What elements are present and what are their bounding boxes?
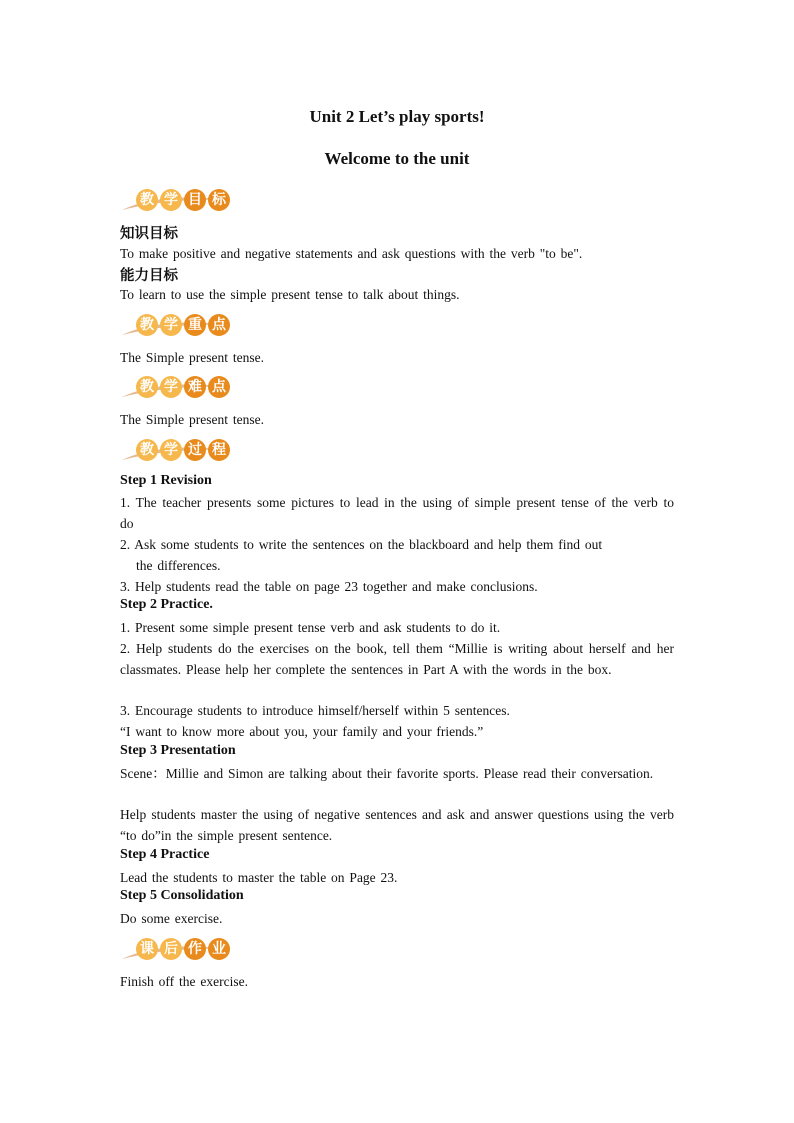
ability-heading: 能力目标 (120, 268, 178, 284)
step1-line: 1. The teacher presents some pictures to lead in the using of simple present tense of the verb to do (120, 495, 674, 531)
step3-line: Help students master the using of negative sentences and ask and answer questions using the verb “to do”in the simple present sentence. (120, 807, 674, 843)
step2-line: 1. Present some simple present tense verb and ask students to do it. (120, 620, 501, 635)
step1-line: 2. Ask some students to write the sentences on the blackboard and help them find out (120, 537, 603, 552)
step2-line: “I want to know more about you, your family and your friends.” (120, 724, 484, 739)
badge-char: 目 (184, 189, 206, 211)
badge-char: 点 (208, 314, 230, 336)
badge-char: 教 (136, 376, 158, 398)
step3-title: Step 3 Presentation (120, 743, 236, 758)
page-title: Unit 2 Let’s play sports! (309, 107, 485, 126)
knowledge-text: To make positive and negative statements and ask questions with the verb "to be". (120, 246, 583, 261)
difficult-points-text: The Simple present tense. (120, 412, 264, 427)
badge-char: 过 (184, 439, 206, 461)
badge-char: 教 (136, 189, 158, 211)
step1-line: the differences. (136, 558, 221, 573)
ability-text: To learn to use the simple present tense to talk about things. (120, 287, 460, 302)
badge-char: 学 (160, 314, 182, 336)
key-points-text: The Simple present tense. (120, 350, 264, 365)
teaching-goals-badge (120, 186, 230, 214)
difficult-points-badge (120, 373, 230, 401)
step2-title: Step 2 Practice. (120, 597, 213, 612)
step4-line: Lead the students to master the table on Page 23. (120, 870, 398, 885)
badge-char: 难 (184, 376, 206, 398)
badge-char: 学 (160, 439, 182, 461)
step1-title: Step 1 Revision (120, 473, 212, 488)
knowledge-heading: 知识目标 (120, 226, 178, 242)
key-points-badge (120, 311, 230, 339)
badge-char: 后 (160, 938, 182, 960)
badge-char: 点 (208, 376, 230, 398)
badge-char: 作 (184, 938, 206, 960)
homework-badge (120, 935, 230, 963)
badge-char: 重 (184, 314, 206, 336)
badge-char: 程 (208, 439, 230, 461)
step4-title: Step 4 Practice (120, 847, 210, 862)
teaching-process-badge (120, 436, 230, 464)
page-subtitle: Welcome to the unit (324, 149, 470, 168)
badge-char: 课 (136, 938, 158, 960)
step2-line: 3. Encourage students to introduce himself/herself within 5 sentences. (120, 703, 510, 718)
step3-line: Scene：Millie and Simon are talking about their favorite sports. Please read their conversation. (120, 766, 654, 781)
badge-char: 标 (208, 189, 230, 211)
step1-line: 3. Help students read the table on page 23 together and make conclusions. (120, 579, 538, 594)
badge-char: 业 (208, 938, 230, 960)
badge-char: 教 (136, 439, 158, 461)
step5-line: Do some exercise. (120, 911, 223, 926)
step5-title: Step 5 Consolidation (120, 888, 244, 903)
homework-text: Finish off the exercise. (120, 974, 248, 989)
badge-char: 学 (160, 189, 182, 211)
badge-char: 学 (160, 376, 182, 398)
step2-line: 2. Help students do the exercises on the book, tell them “Millie is writing about herself and her classmates. Please help her complete the sentences in Part A with the words in the box. (120, 641, 674, 677)
badge-char: 教 (136, 314, 158, 336)
